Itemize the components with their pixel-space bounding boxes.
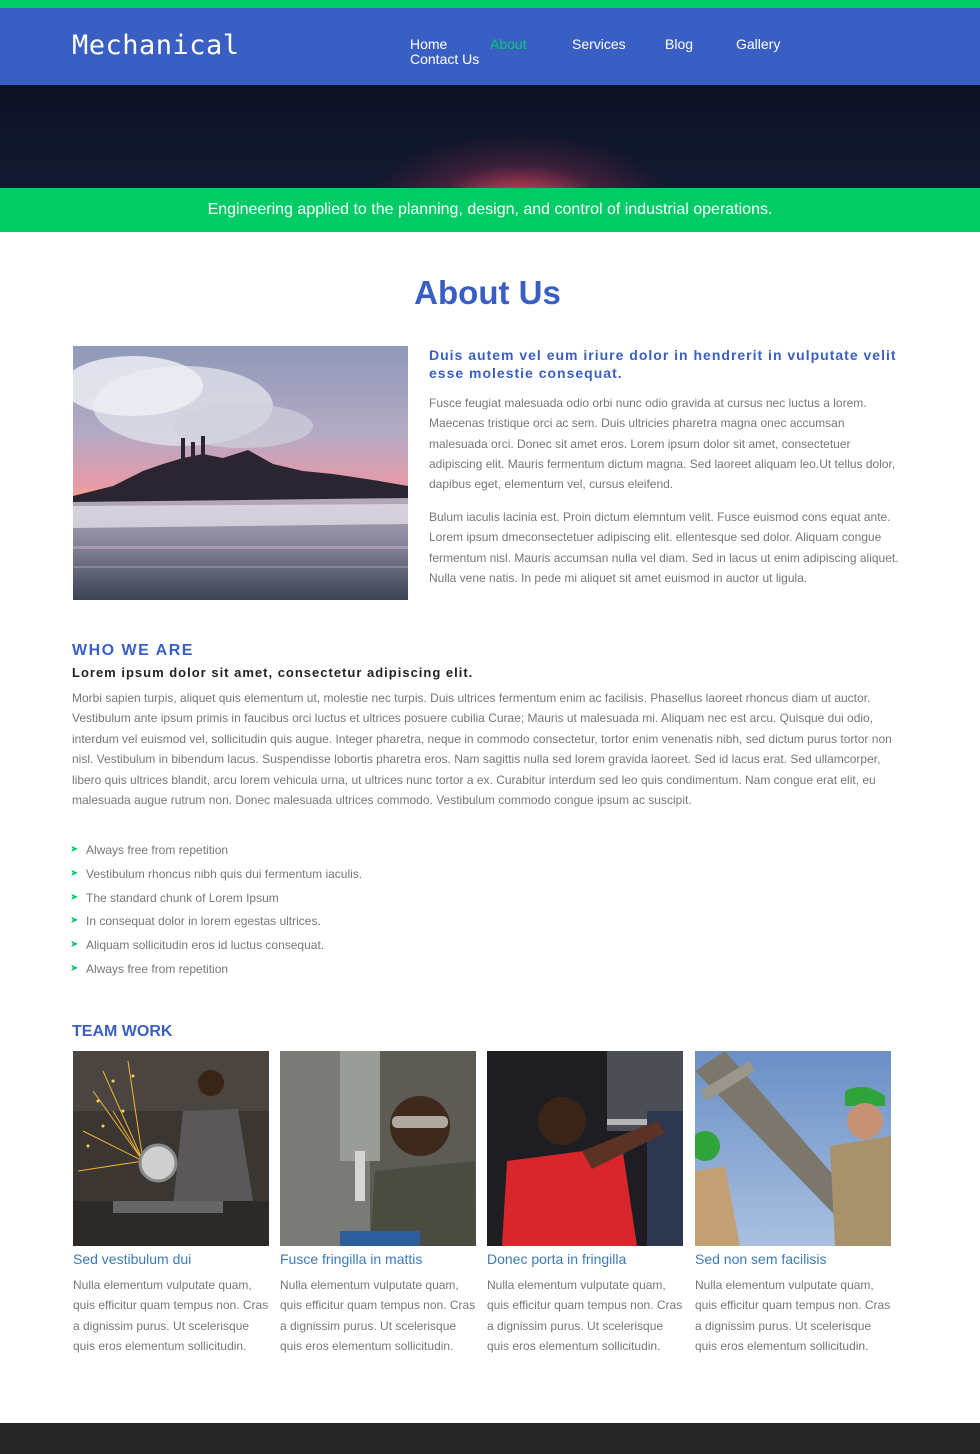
nav-contact[interactable]: Contact Us — [410, 51, 480, 67]
team-work-title: TEAM WORK — [72, 1023, 173, 1040]
team-member-name[interactable]: Sed vestibulum dui — [73, 1251, 192, 1267]
team-member-name[interactable]: Sed non sem facilisis — [695, 1251, 827, 1267]
site-logo[interactable]: Mechanical — [72, 30, 240, 61]
team-member-desc: Nulla elementum vulputate quam, quis efficitur quam tempus non. Cras a dignissim purus. Ut scelerisque quis eros elementum sollicitudin. — [487, 1278, 683, 1353]
about-paragraph-2: Bulum iaculis lacinia est. Proin dictum elemntum velit. Fusce euismod cons equat ante. Lorem ipsum dmeconsectetuer adipiscing elit. ellentesque sed dolor. Aliquam congue fermentum nisl. Mauris accumsan nulla vel diam. Sed in lacus ut enim adipiscing aliquet. Nulla vene natis. In pede mi aliquet sit amet euismod in auctor ut ligula. — [429, 510, 899, 585]
team-photo-drilling[interactable] — [280, 1051, 476, 1246]
feature-list — [70, 840, 362, 983]
page-title: About Us — [414, 274, 561, 311]
site-header — [0, 8, 980, 85]
top-accent-bar — [0, 0, 980, 8]
team-photo-construction[interactable] — [695, 1051, 891, 1246]
team-photo-grinding[interactable] — [73, 1051, 269, 1246]
about-image — [73, 346, 408, 600]
team-member-name[interactable]: Donec porta in fringilla — [487, 1251, 627, 1267]
who-paragraph: Morbi sapien turpis, aliquet quis elementum ut, molestie nec turpis. Duis ultrices fermentum enim ac facilisis. Phasellus laoreet rhoncus diam ut auctor. Vestibulum ante ipsum primis in faucibus orci luctus et ultrices posuere cubilia Curae; Mauris ut malesuada mi. Aliquam nec est arcu. Quisque dui odio, interdum vel euismod vel, sollicitudin quis augue. Integer pharetra, neque in commodo consectetur, tortor enim venenatis nibh, sed dictum purus tortor non nisl. Vestibulum in bibendum lacus. Suspendisse lobortis pharetra eros. Nam sagittis nulla sed lorem gravida laoreet. Sed id lacus erat. Sed ullamcorper, libero quis ultrices blandit, arcu lorem vehicula urna, ut ultrices nunc tortor a ex. Curabitur interdum sed leo quis condimentum. Nam congue erat elit, eu malesuada augue rutrum non. Donec malesuada ultrices commodo. Vestibulum commodo congue ipsum ac suscipit. — [72, 691, 892, 808]
list-item: ➤ Always free from repetition — [70, 840, 362, 864]
team-card — [695, 1051, 891, 1356]
team-card — [73, 1051, 269, 1356]
who-we-are-title: WHO WE ARE — [72, 642, 194, 659]
team-member-desc: Nulla elementum vulputate quam, quis efficitur quam tempus non. Cras a dignissim purus. Ut scelerisque quis eros elementum sollicitudin. — [695, 1278, 891, 1353]
nav-services[interactable]: Services — [572, 36, 626, 52]
list-item: ➤ Aliquam sollicitudin eros id luctus consequat. — [70, 935, 362, 959]
arrow-icon: ➤ — [70, 867, 79, 879]
tagline-bar: Engineering applied to the planning, design, and control of industrial operations. — [0, 188, 980, 232]
nav-gallery[interactable]: Gallery — [736, 36, 781, 52]
who-subtitle: Lorem ipsum dolor sit amet, consectetur adipiscing elit. — [72, 665, 474, 680]
about-heading: Duis autem vel eum iriure dolor in hendrerit in vulputate velit esse molestie consequat. — [429, 347, 897, 381]
list-item: ➤ The standard chunk of Lorem Ipsum — [70, 888, 362, 912]
arrow-icon: ➤ — [70, 939, 79, 951]
list-item: ➤ Vestibulum rhoncus nibh quis dui fermentum iaculis. — [70, 864, 362, 888]
team-card — [280, 1051, 476, 1356]
team-member-desc: Nulla elementum vulputate quam, quis efficitur quam tempus non. Cras a dignissim purus. Ut scelerisque quis eros elementum sollicitudin. — [280, 1278, 476, 1353]
hero-banner — [0, 85, 980, 188]
site-footer — [0, 1423, 980, 1454]
arrow-icon: ➤ — [70, 962, 79, 974]
nav-about[interactable]: About — [490, 36, 527, 52]
arrow-icon: ➤ — [70, 891, 79, 903]
team-photo-mechanic[interactable] — [487, 1051, 683, 1246]
factory-sunset-illustration — [73, 346, 408, 600]
team-member-name[interactable]: Fusce fringilla in mattis — [280, 1251, 423, 1267]
about-paragraph-1: Fusce feugiat malesuada odio orbi nunc odio gravida at cursus nec luctus a lorem. Maecenas tristique orci ac sem. Duis ultricies pharetra magna onec accumsan malesuada orci. Donec sit amet eros. Lorem ipsum dolor sit amet, consectetuer adipiscing elit. Mauris fermentum dictum magna. Sed laoreet aliquam leo.Ut tellus dolor, dapibus eget, elementum vel, cursus eleifend. — [429, 396, 896, 492]
team-member-desc: Nulla elementum vulputate quam, quis efficitur quam tempus non. Cras a dignissim purus. Ut scelerisque quis eros elementum sollicitudin. — [73, 1278, 269, 1353]
list-item: ➤ Always free from repetition — [70, 959, 362, 983]
arrow-icon: ➤ — [70, 844, 79, 855]
arrow-icon: ➤ — [70, 915, 79, 927]
nav-blog[interactable]: Blog — [665, 36, 694, 52]
list-item: ➤ In consequat dolor in lorem egestas ultrices. — [70, 911, 362, 935]
team-card — [487, 1051, 683, 1356]
nav-home[interactable]: Home — [410, 36, 448, 52]
